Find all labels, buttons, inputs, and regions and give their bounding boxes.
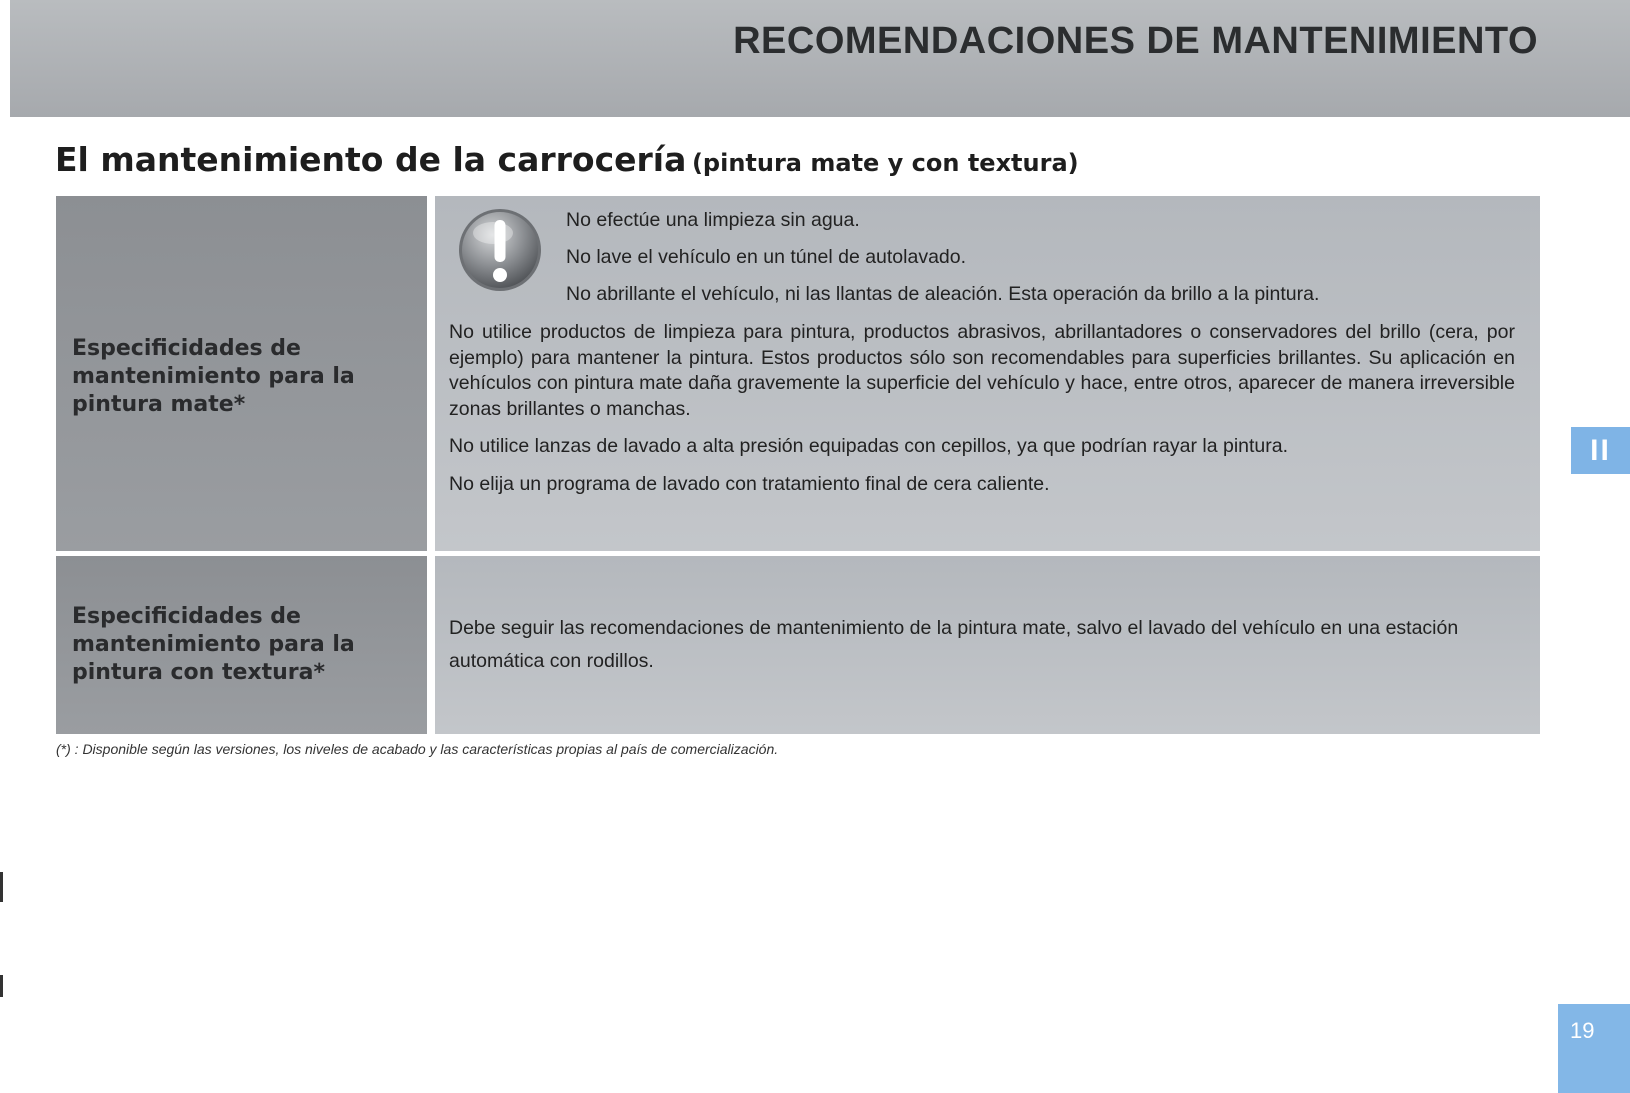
page-number: 19 xyxy=(1570,1018,1595,1043)
page-number-box xyxy=(1558,1004,1630,1093)
row-label-cell xyxy=(56,556,427,734)
row-content-cell xyxy=(435,556,1540,734)
exclamation-warning-icon xyxy=(457,207,543,293)
chapter-tab: II xyxy=(1571,427,1630,474)
matte-paint-row xyxy=(56,196,1540,551)
warning-list xyxy=(566,208,1526,319)
textured-paint-instructions xyxy=(449,612,1515,690)
textured-paint-label: Especificidades de mantenimiento para la pintura con textura* xyxy=(72,604,355,685)
section-title-sub: (pintura mate y con textura) xyxy=(691,149,1079,177)
availability-footnote: (*) : Disponible según las versiones, los niveles de acabado y las características propias al país de comercialización. xyxy=(56,741,779,757)
matte-paint-label: Especificidades de mantenimiento para la pintura mate* xyxy=(72,336,355,417)
page-header-title: RECOMENDACIONES DE MANTENIMIENTO xyxy=(733,20,1538,62)
row-content-cell xyxy=(435,196,1540,551)
textured-paint-row xyxy=(56,556,1540,734)
header-band xyxy=(10,0,1630,117)
instruction-paragraph: No elija un programa de lavado con tratamiento final de cera caliente. xyxy=(449,472,1050,495)
scan-edge-mark xyxy=(0,872,3,902)
warning-item: No lave el vehículo en un túnel de autolavado. xyxy=(566,246,967,268)
instruction-paragraph: Debe seguir las recomendaciones de mantenimiento de la pintura mate, salvo el lavado del vehículo en una estación automática con rodillos. xyxy=(449,617,1459,672)
matte-paint-instructions xyxy=(449,320,1515,509)
instruction-paragraph: No utilice lanzas de lavado a alta presión equipadas con cepillos, ya que podrían rayar la pintura. xyxy=(449,435,1289,457)
instruction-paragraph: No utilice productos de limpieza para pintura, productos abrasivos, abrillantadores o conservadores del brillo (cera, por ejemplo) para mantener la pintura. Estos productos sólo son recomendables para superficies brillantes. Su aplicación en vehículos con pintura mate daña gravemente la superficie del vehículo y hace, entre otros, aparecer de manera irreversible zonas brillantes o manchas. xyxy=(449,321,1515,420)
scan-edge-mark xyxy=(0,975,3,997)
warning-item: No abrillante el vehículo, ni las llantas de aleación. Esta operación da brillo a la pintura. xyxy=(566,283,1320,305)
section-title-main: El mantenimiento de la carrocería xyxy=(55,140,687,179)
row-label-cell xyxy=(56,196,427,551)
section-title xyxy=(55,140,1079,179)
warning-item: No efectúe una limpieza sin agua. xyxy=(566,209,860,231)
